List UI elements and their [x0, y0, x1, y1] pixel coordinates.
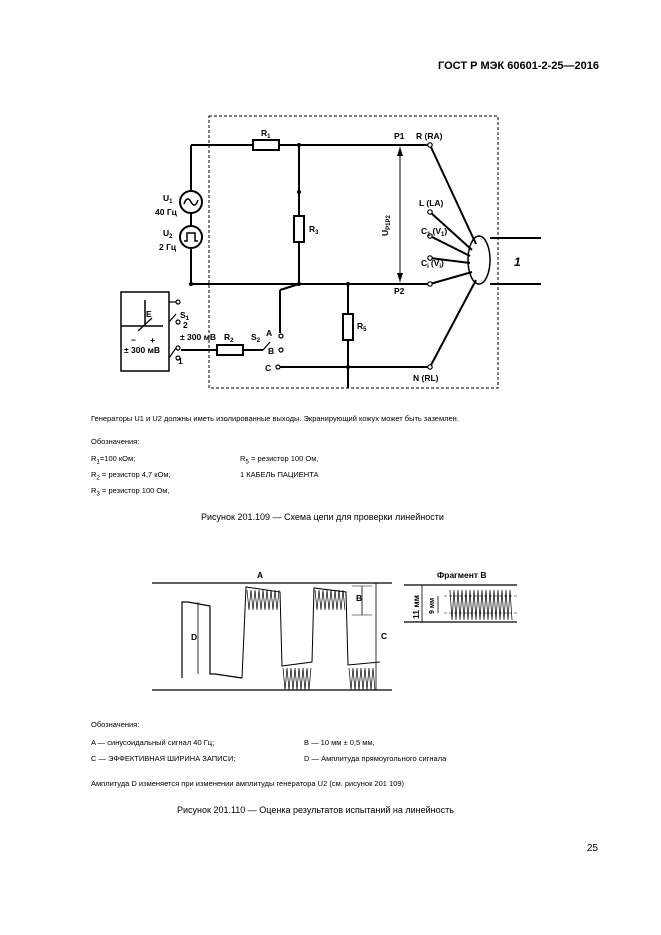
legend-cable: 1 КАБЕЛЬ ПАЦИЕНТА: [240, 470, 319, 479]
document-header: ГОСТ Р МЭК 60601-2-25—2016: [438, 60, 599, 72]
label-u2: $U_2$: [163, 228, 173, 240]
label-r1: $R_1$: [261, 128, 271, 140]
label-plus-300mv: ± 300 мВ: [180, 332, 216, 342]
page-number: 25: [586, 843, 598, 854]
label-two: 2: [183, 320, 188, 330]
label-fig2-a: A: [257, 570, 264, 580]
label-rl: N (RL): [413, 373, 439, 383]
figure1-legend-title: Обозначения:: [91, 437, 140, 446]
label-ci: $C_i$ $(V_i)$: [421, 258, 444, 270]
label-p2: P2: [394, 286, 405, 296]
label-c: C: [265, 363, 272, 373]
label-plus: +: [150, 335, 155, 345]
legend-b: B — 10 мм ± 0,5 мм,: [304, 738, 375, 747]
label-fragment-b: Фрагмент B: [437, 570, 487, 580]
label-u1-frequency: 40 Гц: [155, 207, 177, 217]
label-e: E: [146, 309, 152, 319]
label-c1: $C_1$ $(V_1)$: [421, 226, 448, 238]
figure2-legend-title: Обозначения:: [91, 720, 140, 729]
label-r3: $R_3$: [309, 224, 319, 236]
legend-r5: $R_5$ = резистор 100 Ом,: [240, 454, 319, 466]
legend-r3: $R_3$ = резистор 100 Ом,: [91, 486, 170, 498]
figure2-caption: Рисунок 201.110 — Оценка результатов испытаний на линейность: [177, 805, 454, 815]
legend-r1: $R_1=100$ кОм;: [91, 454, 136, 466]
label-patient-cable: 1: [514, 255, 521, 269]
label-up1p2: $U_{P1P2}$: [380, 215, 392, 236]
label-minus-300mv: ± 300 мВ: [124, 345, 160, 355]
legend-r2: $R_2$ = резистор 4,7 кОм;: [91, 470, 171, 482]
label-9mm: 9 мм: [429, 597, 436, 614]
label-r5: $R_5$: [357, 321, 367, 333]
label-a: A: [266, 328, 273, 338]
label-u1: $U_1$: [163, 193, 173, 205]
label-one: 1: [178, 356, 183, 366]
label-fig2-c: C: [381, 631, 388, 641]
legend-a: A — синусоидальный сигнал 40 Гц;: [91, 738, 215, 747]
figure1-note: Генераторы U1 и U2 должны иметь изолированные выходы. Экранирующий кожух может быть заземлен.: [91, 414, 459, 423]
legend-d: D — Амплитуда прямоугольного сигнала: [304, 754, 447, 763]
figure2-note: Амплитуда D изменяется при изменении амплитуды генератора U2 (см. рисунок 201 109): [91, 779, 405, 788]
label-11mm: 11 мм: [411, 595, 421, 619]
label-s2: $S_2$: [251, 332, 261, 344]
label-s1: $S_1$: [180, 310, 190, 322]
figure1-caption: Рисунок 201.109 — Схема цепи для проверки линейности: [201, 512, 444, 522]
label-p1: P1: [394, 131, 405, 141]
label-b: B: [268, 346, 275, 356]
legend-c: C — ЭФФЕКТИВНАЯ ШИРИНА ЗАПИСИ;: [91, 754, 236, 763]
label-fig2-d: D: [191, 632, 198, 642]
label-la: L (LA): [419, 198, 444, 208]
label-r2: $R_2$: [224, 332, 234, 344]
label-minus: −: [131, 335, 136, 345]
label-u2-frequency: 2 Гц: [159, 242, 177, 252]
label-ra: R (RA): [416, 131, 443, 141]
label-fig2-b: B: [356, 593, 363, 603]
